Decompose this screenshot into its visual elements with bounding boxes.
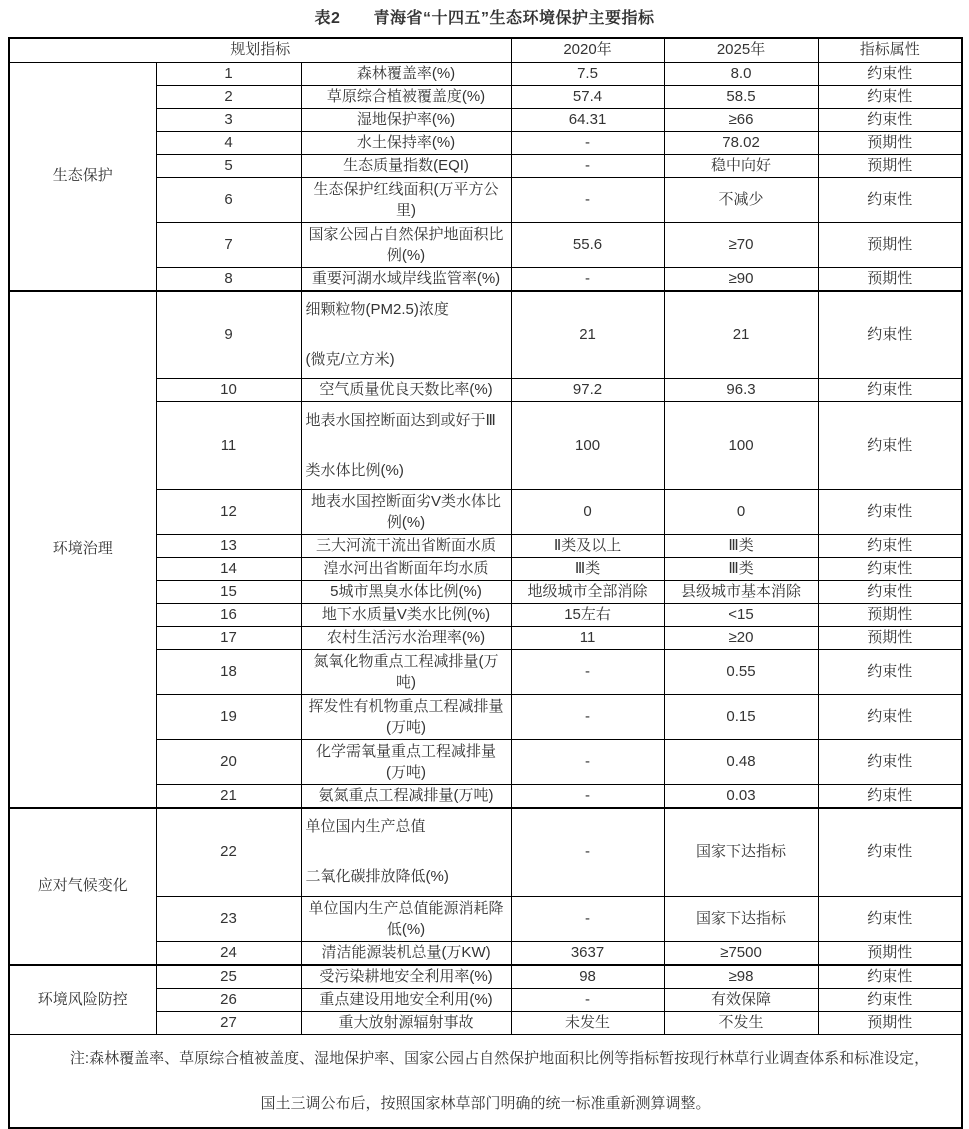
row-number-cell: 21 [156, 785, 301, 809]
indicator-name-lines: 地表水国控断面劣V类水体比 例(%) [311, 493, 502, 531]
row-number-cell: 8 [156, 267, 301, 291]
indicator-name-cell: 农村生活污水治理率(%) [301, 627, 511, 650]
row-number-cell: 26 [156, 988, 301, 1011]
indicator-name-cell [301, 740, 511, 785]
value-2020-cell: - [511, 808, 664, 896]
attribute-cell: 约束性 [818, 808, 962, 896]
row-number-cell: 25 [156, 965, 301, 989]
row-number-cell: 3 [156, 108, 301, 131]
row-number-cell: 20 [156, 740, 301, 785]
value-2020-cell: 15左右 [511, 604, 664, 627]
indicator-name-cell [301, 222, 511, 267]
indicator-name-cell: 重点建设用地安全利用(%) [301, 988, 511, 1011]
value-2020-cell: 11 [511, 627, 664, 650]
row-number-cell: 11 [156, 402, 301, 490]
row-number-cell: 24 [156, 941, 301, 965]
indicator-name-cell: 5城市黑臭水体比例(%) [301, 581, 511, 604]
indicator-name-cell [301, 695, 511, 740]
value-2025-cell: Ⅲ类 [664, 535, 818, 558]
value-2020-cell: 57.4 [511, 85, 664, 108]
attribute-cell: 约束性 [818, 965, 962, 989]
value-2025-cell: ≥90 [664, 267, 818, 291]
header-year-2025: 2025年 [664, 38, 818, 62]
category-cell: 环境风险防控 [9, 965, 156, 1035]
value-2025-cell: 不减少 [664, 177, 818, 222]
indicator-name-lines: 氮氧化物重点工程减排量(万 吨) [313, 653, 499, 691]
row-number-cell: 16 [156, 604, 301, 627]
attribute-cell: 预期性 [818, 1011, 962, 1034]
value-2020-cell: 21 [511, 291, 664, 379]
row-number-cell: 13 [156, 535, 301, 558]
row-number-cell: 1 [156, 62, 301, 85]
attribute-cell: 约束性 [818, 379, 962, 402]
table-note [9, 1034, 962, 1128]
attribute-cell: 预期性 [818, 222, 962, 267]
indicator-name-cell [301, 650, 511, 695]
attribute-cell: 预期性 [818, 131, 962, 154]
value-2025-cell: ≥20 [664, 627, 818, 650]
attribute-cell: 约束性 [818, 490, 962, 535]
indicators-table [8, 37, 963, 1129]
value-2025-cell: 县级城市基本消除 [664, 581, 818, 604]
value-2020-cell: - [511, 177, 664, 222]
value-2020-cell: - [511, 988, 664, 1011]
indicator-name-cell [301, 291, 511, 379]
indicator-name-lines: 生态保护红线面积(万平方公 里) [313, 180, 499, 219]
note-line-2: 国土三调公布后，按照国家林草部门明确的统一标准重新测算调整。 [260, 1094, 711, 1112]
value-2025-cell: 8.0 [664, 62, 818, 85]
attribute-cell: 预期性 [818, 154, 962, 177]
indicator-name-cell: 清洁能源装机总量(万KW) [301, 941, 511, 965]
value-2025-cell: Ⅲ类 [664, 558, 818, 581]
indicator-name-lines: 细颗粒物(PM2.5)浓度 (微克/立方米) [305, 300, 449, 368]
indicator-name-cell: 氨氮重点工程减排量(万吨) [301, 785, 511, 809]
value-2020-cell: - [511, 154, 664, 177]
attribute-cell: 约束性 [818, 896, 962, 941]
row-number-cell: 17 [156, 627, 301, 650]
indicator-name-lines: 单位国内生产总值能源消耗降 低(%) [308, 899, 504, 938]
attribute-cell: 预期性 [818, 604, 962, 627]
row-number-cell: 27 [156, 1011, 301, 1034]
value-2025-cell: 0.15 [664, 695, 818, 740]
indicator-name-cell: 湟水河出省断面年均水质 [301, 558, 511, 581]
value-2020-cell: 98 [511, 965, 664, 989]
row-number-cell: 12 [156, 490, 301, 535]
value-2025-cell: ≥66 [664, 108, 818, 131]
value-2020-cell: 100 [511, 402, 664, 490]
category-cell: 环境治理 [9, 291, 156, 809]
attribute-cell: 约束性 [818, 785, 962, 809]
value-2025-cell: 国家下达指标 [664, 808, 818, 896]
attribute-cell: 约束性 [818, 535, 962, 558]
attribute-cell: 预期性 [818, 627, 962, 650]
row-number-cell: 10 [156, 379, 301, 402]
indicator-name-cell: 生态质量指数(EQI) [301, 154, 511, 177]
table-row [9, 291, 962, 379]
value-2025-cell: 0.48 [664, 740, 818, 785]
value-2020-cell: - [511, 785, 664, 809]
value-2020-cell: Ⅱ类及以上 [511, 535, 664, 558]
value-2020-cell: - [511, 131, 664, 154]
value-2025-cell: ≥70 [664, 222, 818, 267]
attribute-cell: 约束性 [818, 402, 962, 490]
row-number-cell: 7 [156, 222, 301, 267]
row-number-cell: 14 [156, 558, 301, 581]
value-2020-cell: 7.5 [511, 62, 664, 85]
attribute-cell: 约束性 [818, 108, 962, 131]
value-2025-cell: 不发生 [664, 1011, 818, 1034]
note-row [9, 1034, 962, 1128]
value-2025-cell: 0 [664, 490, 818, 535]
indicator-name-cell [301, 177, 511, 222]
row-number-cell: 6 [156, 177, 301, 222]
value-2025-cell: 稳中向好 [664, 154, 818, 177]
row-number-cell: 19 [156, 695, 301, 740]
value-2025-cell: 有效保障 [664, 988, 818, 1011]
value-2020-cell: 3637 [511, 941, 664, 965]
row-number-cell: 23 [156, 896, 301, 941]
indicator-name-cell: 地下水质量V类水比例(%) [301, 604, 511, 627]
indicator-name-cell: 水土保持率(%) [301, 131, 511, 154]
value-2025-cell: 21 [664, 291, 818, 379]
attribute-cell: 约束性 [818, 62, 962, 85]
table-row [9, 808, 962, 896]
indicator-name-cell: 重大放射源辐射事故 [301, 1011, 511, 1034]
table-row [9, 62, 962, 85]
value-2020-cell: 未发生 [511, 1011, 664, 1034]
indicator-rows [9, 62, 962, 1034]
value-2025-cell: 0.55 [664, 650, 818, 695]
table-row [9, 965, 962, 989]
note-line-1: 注:森林覆盖率、草原综合植被盖度、湿地保护率、国家公园占自然保护地面积比例等指标暂按现行林草行业调查体系和标准设定， [69, 1049, 930, 1067]
value-2025-cell: <15 [664, 604, 818, 627]
value-2020-cell: 64.31 [511, 108, 664, 131]
indicator-name-lines: 国家公园占自然保护地面积比 例(%) [308, 225, 504, 264]
header-row [9, 38, 962, 62]
attribute-cell: 约束性 [818, 650, 962, 695]
category-cell: 应对气候变化 [9, 808, 156, 965]
indicator-name-lines: 单位国内生产总值 二氧化碳排放降低(%) [305, 818, 449, 886]
indicator-name-cell: 空气质量优良天数比率(%) [301, 379, 511, 402]
attribute-cell: 约束性 [818, 988, 962, 1011]
row-number-cell: 15 [156, 581, 301, 604]
value-2020-cell: - [511, 740, 664, 785]
value-2020-cell: - [511, 896, 664, 941]
attribute-cell: 预期性 [818, 267, 962, 291]
attribute-cell: 约束性 [818, 581, 962, 604]
header-year-2020: 2020年 [511, 38, 664, 62]
row-number-cell: 9 [156, 291, 301, 379]
attribute-cell: 约束性 [818, 740, 962, 785]
indicator-name-lines: 挥发性有机物重点工程减排量 (万吨) [308, 698, 504, 736]
indicator-name-lines: 地表水国控断面达到或好于Ⅲ 类水体比例(%) [305, 411, 496, 479]
value-2025-cell: 0.03 [664, 785, 818, 809]
row-number-cell: 22 [156, 808, 301, 896]
value-2025-cell: ≥7500 [664, 941, 818, 965]
value-2020-cell: 97.2 [511, 379, 664, 402]
header-plan-indicator: 规划指标 [9, 38, 511, 62]
attribute-cell: 约束性 [818, 695, 962, 740]
row-number-cell: 2 [156, 85, 301, 108]
indicator-name-cell [301, 896, 511, 941]
value-2020-cell: Ⅲ类 [511, 558, 664, 581]
indicator-name-lines: 化学需氧量重点工程减排量 (万吨) [316, 743, 497, 781]
row-number-cell: 4 [156, 131, 301, 154]
value-2020-cell: - [511, 695, 664, 740]
value-2025-cell: 96.3 [664, 379, 818, 402]
row-number-cell: 5 [156, 154, 301, 177]
value-2020-cell: 地级城市全部消除 [511, 581, 664, 604]
value-2020-cell: - [511, 267, 664, 291]
indicator-name-cell [301, 490, 511, 535]
indicator-name-cell: 受污染耕地安全利用率(%) [301, 965, 511, 989]
value-2020-cell: 0 [511, 490, 664, 535]
table-title: 表2 青海省“十四五”生态环境保护主要指标 [314, 10, 655, 27]
indicator-name-cell: 重要河湖水域岸线监管率(%) [301, 267, 511, 291]
indicator-name-cell: 森林覆盖率(%) [301, 62, 511, 85]
value-2025-cell: 100 [664, 402, 818, 490]
attribute-cell: 约束性 [818, 558, 962, 581]
value-2025-cell: ≥98 [664, 965, 818, 989]
indicator-name-cell: 三大河流干流出省断面水质 [301, 535, 511, 558]
value-2025-cell: 国家下达指标 [664, 896, 818, 941]
value-2020-cell: 55.6 [511, 222, 664, 267]
value-2020-cell: - [511, 650, 664, 695]
indicator-name-cell [301, 808, 511, 896]
row-number-cell: 18 [156, 650, 301, 695]
header-attribute: 指标属性 [818, 38, 962, 62]
attribute-cell: 预期性 [818, 941, 962, 965]
value-2025-cell: 58.5 [664, 85, 818, 108]
indicator-name-cell: 草原综合植被覆盖度(%) [301, 85, 511, 108]
category-cell: 生态保护 [9, 62, 156, 291]
indicator-name-cell: 湿地保护率(%) [301, 108, 511, 131]
attribute-cell: 约束性 [818, 291, 962, 379]
indicator-name-cell [301, 402, 511, 490]
attribute-cell: 约束性 [818, 177, 962, 222]
value-2025-cell: 78.02 [664, 131, 818, 154]
attribute-cell: 约束性 [818, 85, 962, 108]
